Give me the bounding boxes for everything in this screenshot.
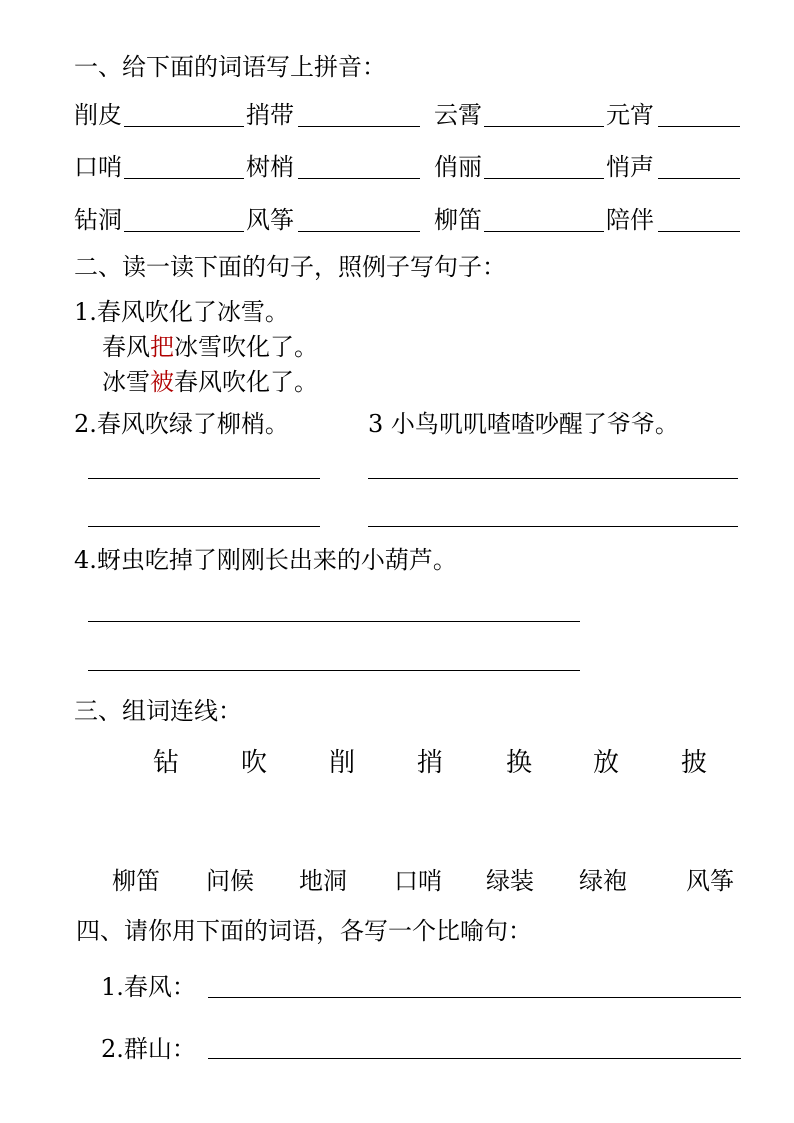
answer-line-q2b[interactable]: [88, 526, 320, 527]
answer-line-q3b[interactable]: [368, 526, 738, 527]
pinyin-word: 元宵: [606, 101, 654, 129]
section1-heading: 一、给下面的词语写上拼音：: [74, 53, 386, 81]
match-word[interactable]: 风筝: [686, 867, 734, 895]
pinyin-blank[interactable]: [124, 178, 244, 179]
match-char[interactable]: 披: [681, 748, 708, 778]
simile-prompt: 2.群山：: [101, 1035, 196, 1063]
pinyin-word: 俏丽: [434, 153, 482, 181]
pinyin-blank[interactable]: [298, 126, 420, 127]
simile-line-2[interactable]: [208, 1058, 741, 1059]
answer-line-q4a[interactable]: [88, 621, 580, 622]
pinyin-word: 风筝: [246, 206, 294, 234]
match-word[interactable]: 问候: [206, 867, 254, 895]
pinyin-word: 削皮: [74, 101, 122, 129]
bei-sentence: [102, 367, 318, 397]
ba-sentence: [102, 332, 318, 362]
match-char[interactable]: 放: [593, 748, 620, 778]
question-3: 3 小鸟叽叽喳喳吵醒了爷爷。: [368, 410, 679, 438]
section2-heading: 二、读一读下面的句子，照例子写句子：: [74, 253, 506, 281]
simile-line-1[interactable]: [208, 997, 741, 998]
pinyin-blank[interactable]: [298, 231, 420, 232]
example-text: 春风吹化了冰雪。: [96, 298, 289, 326]
match-char[interactable]: 削: [329, 748, 356, 778]
bei-post: 春风吹化了。: [174, 368, 318, 396]
answer-line-q4b[interactable]: [88, 670, 580, 671]
pinyin-word: 口哨: [74, 153, 122, 181]
match-word[interactable]: 口哨: [394, 867, 442, 895]
match-char[interactable]: 吹: [241, 748, 268, 778]
example-number: 1.: [74, 298, 97, 326]
section4-heading: 四、请你用下面的词语，各写一个比喻句：: [76, 917, 532, 945]
match-word[interactable]: 地洞: [299, 867, 347, 895]
match-word[interactable]: 绿装: [486, 867, 534, 895]
pinyin-blank[interactable]: [484, 231, 604, 232]
pinyin-blank[interactable]: [124, 231, 244, 232]
pinyin-word: 陪伴: [606, 206, 654, 234]
pinyin-word: 树梢: [246, 153, 294, 181]
pinyin-blank[interactable]: [124, 126, 244, 127]
question-2: 2.春风吹绿了柳梢。: [74, 410, 289, 438]
match-word[interactable]: 绿袍: [579, 867, 627, 895]
match-word[interactable]: 柳笛: [112, 867, 160, 895]
section3-heading: 三、组词连线：: [74, 697, 242, 725]
question-4: 4.蚜虫吃掉了刚刚长出来的小葫芦。: [74, 546, 457, 574]
pinyin-blank[interactable]: [658, 126, 740, 127]
pinyin-blank[interactable]: [658, 178, 740, 179]
pinyin-word: 钻洞: [74, 206, 122, 234]
pinyin-blank[interactable]: [658, 231, 740, 232]
ba-pre: 春风: [102, 333, 150, 361]
pinyin-blank[interactable]: [298, 178, 420, 179]
answer-line-q2a[interactable]: [88, 478, 320, 479]
pinyin-blank[interactable]: [484, 178, 604, 179]
pinyin-word: 云霄: [434, 101, 482, 129]
answer-line-q3a[interactable]: [368, 478, 738, 479]
simile-prompt: 1.春风：: [101, 973, 196, 1001]
pinyin-blank[interactable]: [484, 126, 604, 127]
bei-pre: 冰雪: [102, 368, 150, 396]
pinyin-word: 捎带: [246, 101, 294, 129]
match-char[interactable]: 换: [506, 748, 533, 778]
match-char[interactable]: 捎: [417, 748, 444, 778]
ba-word: 把: [150, 333, 174, 361]
match-char[interactable]: 钻: [153, 748, 180, 778]
ba-post: 冰雪吹化了。: [174, 333, 318, 361]
bei-word: 被: [150, 368, 174, 396]
example-sentence: [74, 297, 289, 327]
pinyin-word: 柳笛: [434, 206, 482, 234]
pinyin-word: 悄声: [606, 153, 654, 181]
